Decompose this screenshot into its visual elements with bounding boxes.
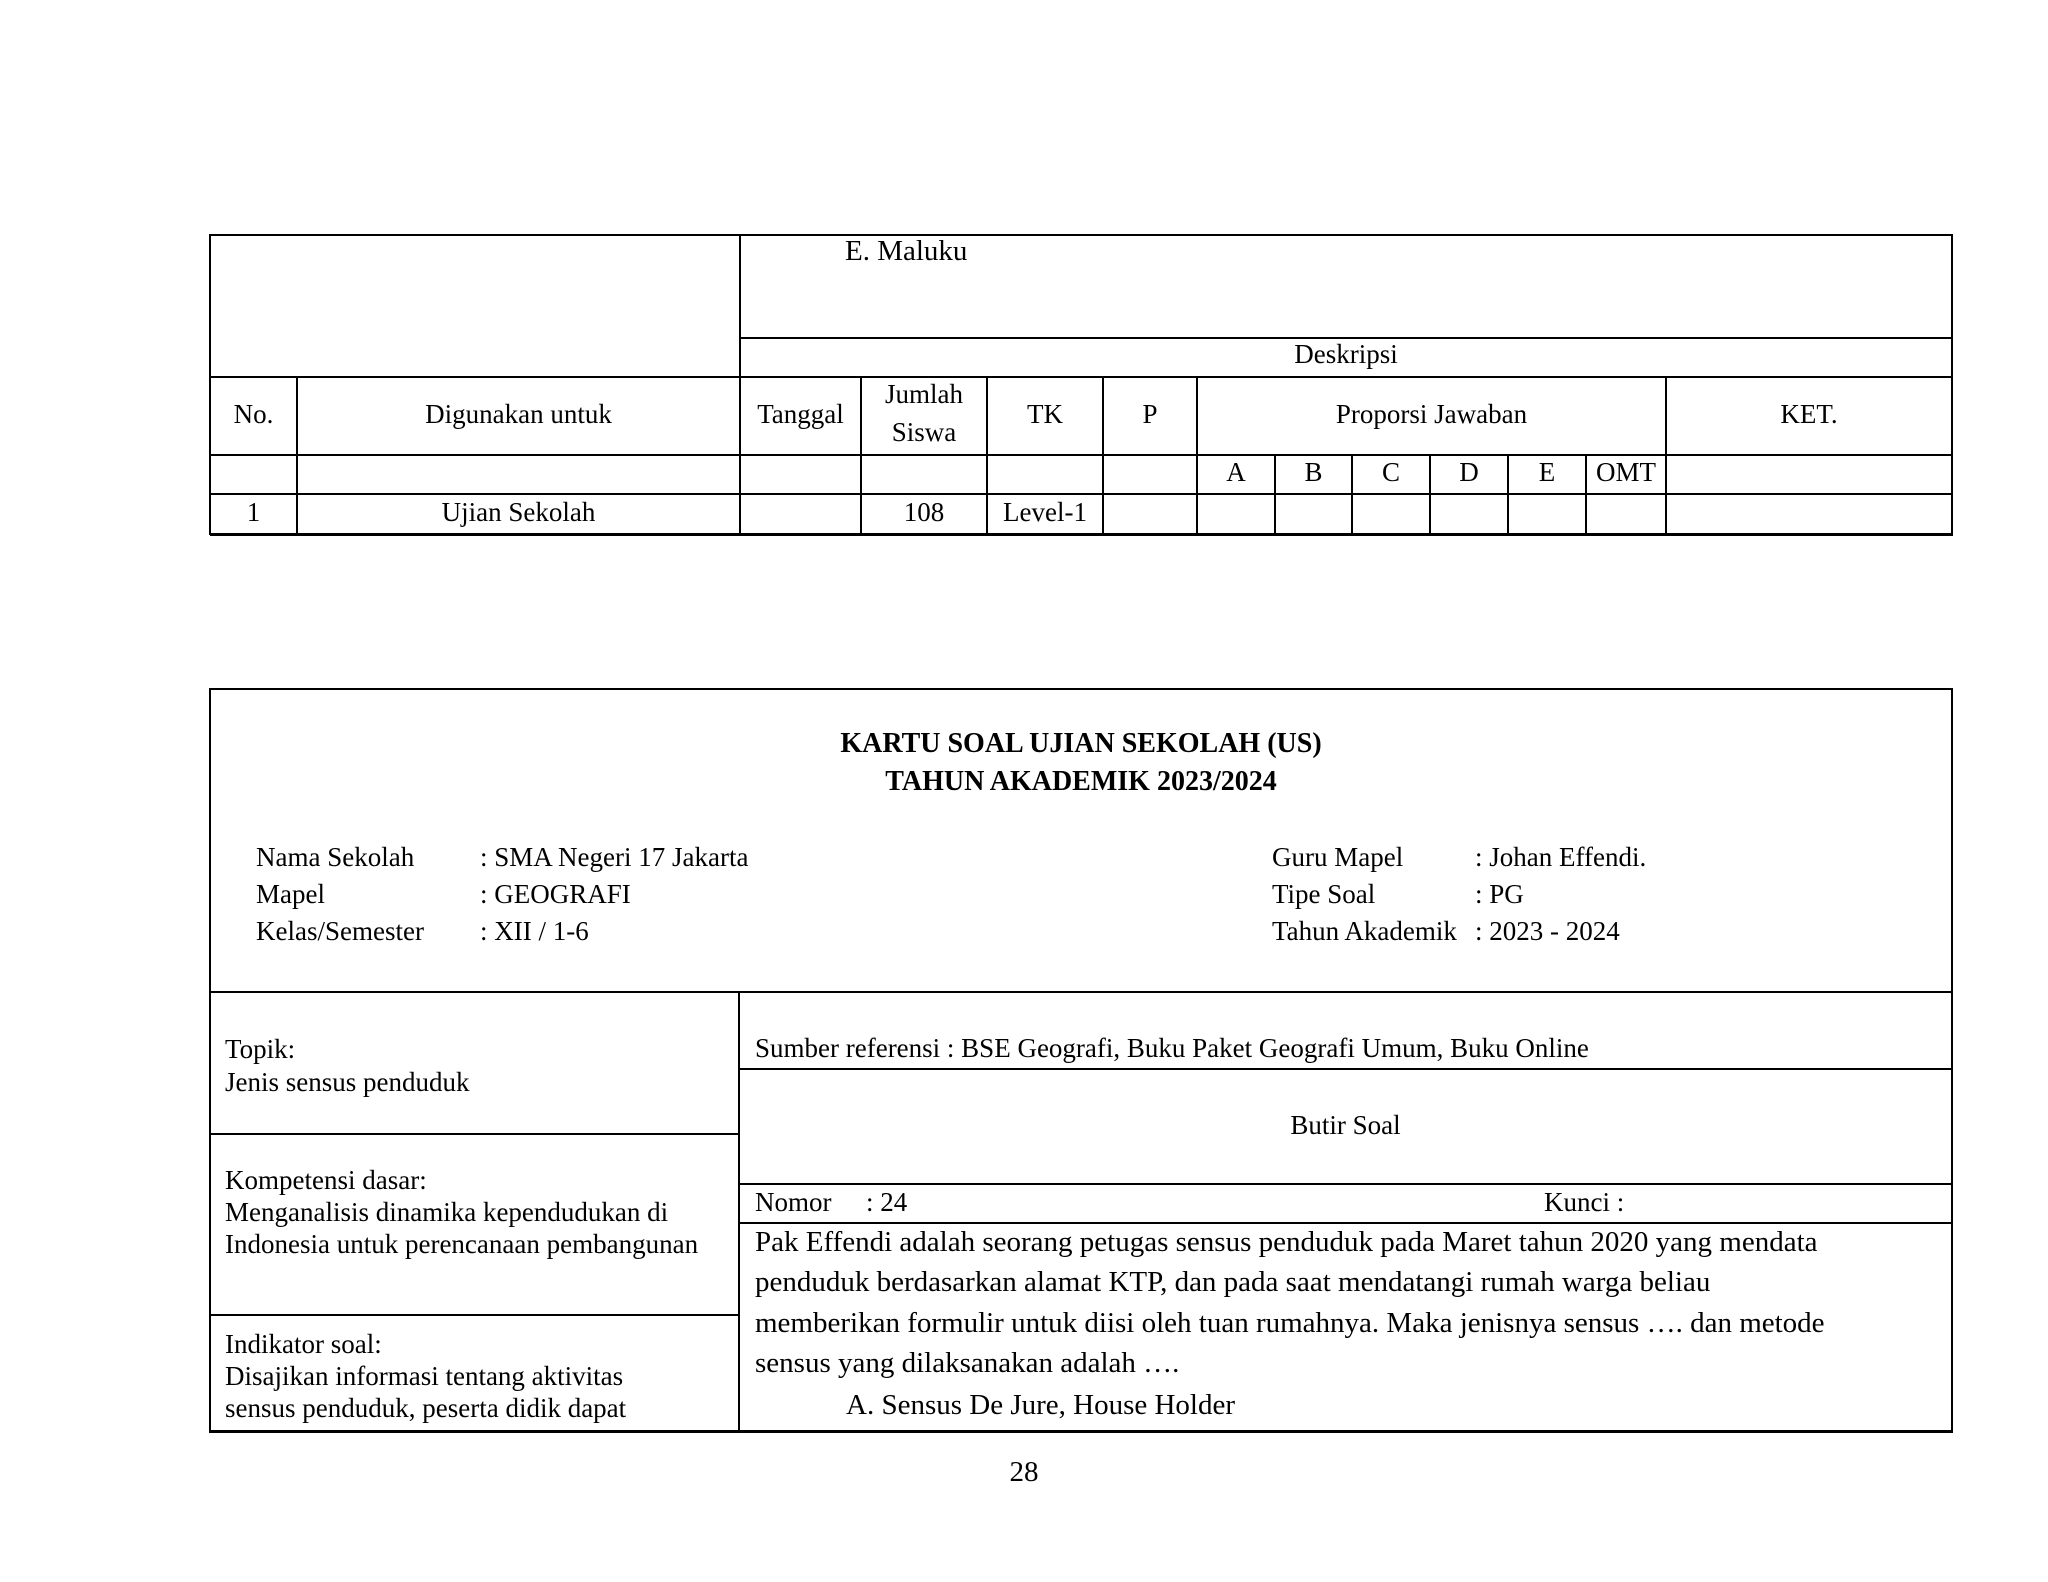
info-label-kelas: Kelas/Semester [256, 916, 424, 946]
header-digunakan: Digunakan untuk [425, 399, 612, 429]
info-value-nama-sekolah: : SMA Negeri 17 Jakarta [480, 842, 749, 872]
row-no: 1 [246, 497, 261, 527]
kunci-label: Kunci : [1544, 1187, 1625, 1217]
indikator-line-2: sensus penduduk, peserta didik dapat [225, 1393, 627, 1423]
indikator-line-1: Disajikan informasi tentang aktivitas [225, 1361, 624, 1391]
deskripsi-header: Deskripsi [1294, 339, 1398, 369]
header-jumlah-line2: Siswa [891, 417, 957, 447]
header-no: No. [233, 399, 274, 429]
answer-col-e: E [1538, 457, 1556, 487]
question-line-3: memberikan formulir untuk diisi oleh tuan rumahnya. Maka jenisnya sensus …. dan metode [755, 1307, 1825, 1339]
answer-col-d: D [1459, 457, 1479, 487]
header-ket: KET. [1780, 399, 1838, 429]
indikator-label: Indikator soal: [225, 1329, 382, 1359]
info-label-tahun: Tahun Akademik [1272, 916, 1457, 946]
card-title: KARTU SOAL UJIAN SEKOLAH (US) [840, 728, 1322, 759]
question-line-1: Pak Effendi adalah seorang petugas sensus penduduk pada Maret tahun 2020 yang mendata [755, 1226, 1818, 1258]
answer-col-a: A [1226, 457, 1246, 487]
sumber-referensi: Sumber referensi : BSE Geografi, Buku Paket Geografi Umum, Buku Online [755, 1033, 1589, 1063]
nomor-label: Nomor [755, 1187, 832, 1217]
info-value-guru: : Johan Effendi. [1475, 842, 1647, 872]
info-value-tahun: : 2023 - 2024 [1475, 916, 1620, 946]
row-jumlah: 108 [903, 497, 945, 527]
answer-col-b: B [1304, 457, 1323, 487]
topik-value: Jenis sensus penduduk [225, 1067, 470, 1097]
question-line-4: sensus yang dilaksanakan adalah …. [755, 1347, 1180, 1379]
page-number: 28 [1009, 1456, 1039, 1488]
answer-col-omt: OMT [1596, 457, 1656, 487]
row-digunakan: Ujian Sekolah [441, 497, 596, 527]
butir-soal-heading: Butir Soal [1290, 1110, 1401, 1140]
topik-label: Topik: [225, 1034, 296, 1064]
row-tk: Level-1 [1003, 497, 1087, 527]
header-p: P [1142, 399, 1158, 429]
card-subtitle: TAHUN AKADEMIK 2023/2024 [885, 766, 1277, 797]
nomor-value: : 24 [866, 1187, 908, 1217]
info-value-tipe: : PG [1475, 879, 1524, 909]
info-label-tipe: Tipe Soal [1272, 879, 1376, 909]
option-e: E. Maluku [845, 235, 968, 267]
header-tanggal: Tanggal [757, 399, 844, 429]
kd-line-2: Indonesia untuk perencanaan pembangunan [225, 1229, 699, 1259]
answer-col-c: C [1381, 457, 1400, 487]
info-label-guru: Guru Mapel [1272, 842, 1404, 872]
question-line-2: penduduk berdasarkan alamat KTP, dan pada saat mendatangi rumah warga beliau [755, 1266, 1711, 1298]
info-label-nama-sekolah: Nama Sekolah [256, 842, 415, 872]
info-value-kelas: : XII / 1-6 [480, 916, 589, 946]
kd-label: Kompetensi dasar: [225, 1165, 427, 1195]
option-a: A. Sensus De Jure, House Holder [846, 1389, 1236, 1421]
header-tk: TK [1027, 399, 1063, 429]
header-proporsi: Proporsi Jawaban [1335, 399, 1528, 429]
info-label-mapel: Mapel [256, 879, 325, 909]
header-jumlah-line1: Jumlah [885, 379, 963, 409]
kd-line-1: Menganalisis dinamika kependudukan di [225, 1197, 669, 1227]
info-value-mapel: : GEOGRAFI [480, 879, 631, 909]
